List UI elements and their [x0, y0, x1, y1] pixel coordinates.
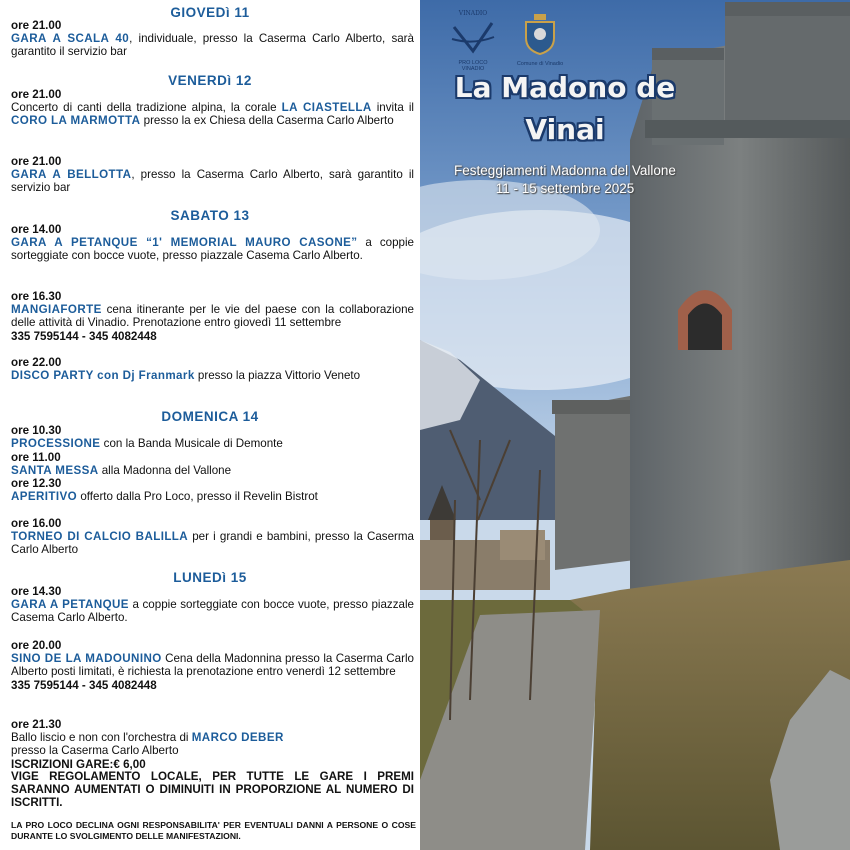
day-heading-domenica: DOMENICA 14 — [161, 409, 259, 424]
day-heading-giovedi: GIOVEDì 11 — [170, 5, 250, 20]
event-sabato-2: ore 16.30 MANGIAFORTE cena itinerante per le vie del paese con la collaborazione delle attività di Vinadio. Prenotazione entro giovedì 11 settembre 335 7595144 - 345 4082448 — [11, 290, 414, 343]
event-sabato-3: ore 22.00 DISCO PARTY con Dj Franmark presso la piazza Vittorio Veneto — [11, 356, 361, 383]
poster-subtitle-line2: 11 - 15 settembre 2025 — [495, 181, 635, 196]
day-heading-sabato: SABATO 13 — [170, 208, 250, 223]
event-domenica-1: ore 10.30 PROCESSIONE con la Banda Musicale di Demonte — [11, 424, 283, 451]
event-lunedi-3: ore 21.30 Ballo liscio e non con l'orchestra di MARCO DEBER presso la Caserma Carlo Alberto ISCRIZIONI GARE:€ 6,00 — [11, 718, 284, 771]
event-lunedi-1: ore 14.30 GARA A PETANQUE a coppie sorteggiate con bocce vuote, presso piazzale Casema Carlo Alberto. — [11, 585, 415, 625]
event-venerdi-1: ore 21.00 Concerto di canti della tradizione alpina, la corale LA CIASTELLA invita il CORO LA MARMOTTA presso la ex Chiesa della Caserma Carlo Alberto — [11, 88, 414, 128]
day-heading-venerdi: VENERDì 12 — [168, 73, 252, 88]
disclaimer: LA PRO LOCO DECLINA OGNI RESPONSABILITA' PER EVENTUALI DANNI A PERSONE O COSE DURANTE LO SVOLGIMENTO DELLE MANIFESTAZIONI. — [11, 820, 416, 841]
event-domenica-2: ore 11.00 SANTA MESSA alla Madonna del Vallone — [11, 451, 232, 478]
day-heading-lunedi: LUNEDì 15 — [173, 570, 247, 585]
poster-title-line2: Vinai — [525, 113, 605, 146]
coat-of-arms-icon — [518, 12, 562, 56]
event-lunedi-2: ore 20.00 SINO DE LA MADOUNINO Cena della Madonnina presso la Caserma Carlo Alberto posti limitati, è richiesta la prenotazione entro venerdì 12 settembre 335 7595144 - 345 4082448 — [11, 639, 415, 692]
poster-title-line1: La Madono de — [454, 71, 676, 104]
rules-notice: VIGE REGOLAMENTO LOCALE, PER TUTTE LE GARE I PREMI SARANNO AUMENTATI O DIMINUITI IN PROPORZIONE AL NUMERO DI ISCRITTI. — [11, 770, 414, 810]
proloco-logo: VINADIO PRO LOCO VINADIO — [448, 10, 498, 70]
poster-subtitle-line1: Festeggiamenti Madonna del Vallone — [454, 163, 676, 178]
proloco-emblem-icon — [448, 17, 498, 55]
program-column — [0, 0, 420, 850]
event-venerdi-2: ore 21.00 GARA A BELLOTTA, presso la Caserma Carlo Alberto, sarà garantito il servizio bar — [11, 155, 415, 195]
comune-logo: Comune di Vinadio — [518, 12, 562, 68]
event-domenica-3: ore 12.30 APERITIVO offerto dalla Pro Loco, presso il Revelin Bistrot — [11, 477, 318, 504]
event-domenica-4: ore 16.00 TORNEO DI CALCIO BALILLA per i grandi e bambini, presso la Caserma Carlo Alberto — [11, 517, 414, 557]
event-giovedi-1: ore 21.00 GARA A SCALA 40, individuale, presso la Caserma Carlo Alberto, sarà garantito il servizio bar — [11, 19, 414, 59]
event-sabato-1: ore 14.00 GARA A PETANQUE “1' MEMORIAL MAURO CASONE” a coppie sorteggiate con bocce vuote, presso piazzale Casema Carlo Alberto. — [11, 223, 414, 263]
